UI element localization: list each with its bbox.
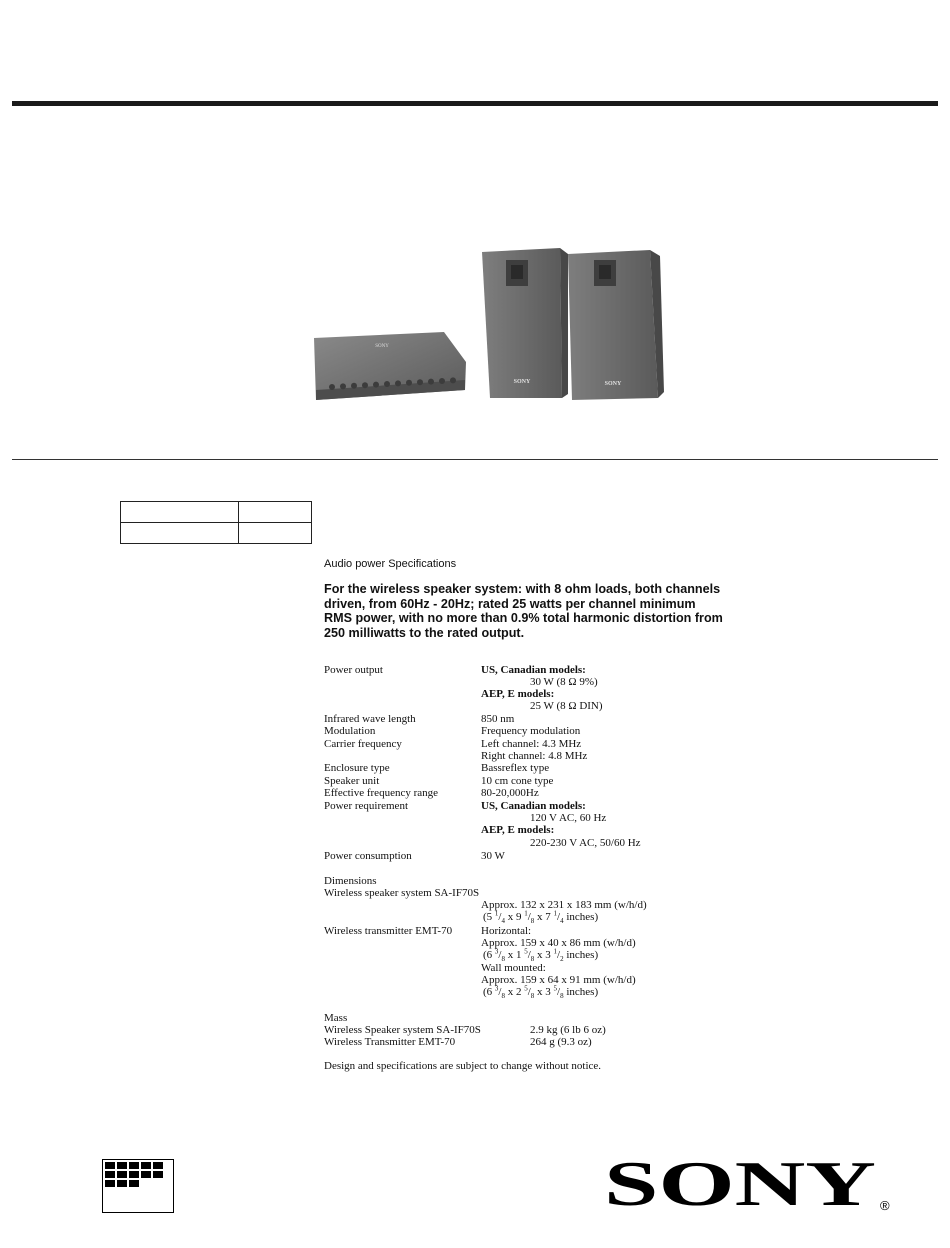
speaker-unit-value: 10 cm cone type — [481, 775, 554, 787]
inches-word: inches — [566, 986, 595, 998]
dimensions-horizontal-value: Approx. 159 x 40 x 86 mm (w/h/d) — [481, 937, 636, 949]
table-cell — [121, 502, 239, 523]
power-consumption-label: Power consumption — [324, 850, 412, 862]
table-cell — [239, 502, 312, 523]
spec-heading: Audio power Specifications — [324, 558, 457, 570]
power-output-aep-value: 25 W (8 Ω DIN) — [530, 700, 603, 712]
dimensions-speaker-label: Wireless speaker system SA-IF70S — [324, 887, 480, 899]
power-req-us-value: 120 V AC, 60 Hz — [530, 812, 607, 824]
carrier-label: Carrier frequency — [324, 738, 402, 750]
infrared-value: 850 nm — [481, 713, 515, 725]
dimensions-wall-label: Wall mounted: — [481, 962, 546, 974]
top-rule — [12, 101, 938, 106]
speaker-right-logo: SONY — [604, 381, 622, 387]
power-req-label: Power requirement — [324, 800, 408, 812]
table-row — [121, 523, 312, 544]
enclosure-label: Enclosure type — [324, 762, 390, 774]
power-output-us-value: 30 W (8 Ω 9%) — [530, 676, 598, 688]
mass-speaker-value: 2.9 kg (6 lb 6 oz) — [530, 1024, 606, 1036]
modulation-value: Frequency modulation — [481, 725, 581, 737]
table-cell — [239, 523, 312, 544]
inches-word: inches — [566, 911, 595, 923]
mass-speaker-label: Wireless Speaker system SA-IF70S — [324, 1024, 481, 1036]
dimensions-wall-inches: (6 $^3/_8$ x 2 $^5/_8$ x 3 $^5/_8$ inches) — [483, 984, 599, 1001]
mass-label: Mass — [324, 1012, 348, 1024]
specifications-section — [324, 558, 724, 653]
mass-transmitter-value: 264 g (9.3 oz) — [530, 1036, 592, 1048]
speaker-right — [568, 250, 664, 400]
dimensions-horizontal-label: Horizontal: — [481, 925, 532, 937]
sony-logo — [604, 1150, 894, 1212]
dimensions-label: Dimensions — [324, 875, 377, 887]
power-output-label: Power output — [324, 664, 383, 676]
table-cell — [121, 523, 239, 544]
dimensions-speaker-value: Approx. 132 x 231 x 183 mm (w/h/d) — [481, 899, 647, 911]
speaker-unit-label: Speaker unit — [324, 775, 380, 787]
mass-transmitter-label: Wireless Transmitter EMT-70 — [324, 1036, 456, 1048]
dimensions-speaker-inches: (5 $^1/_4$ x 9 $^1/_8$ x 7 $^1/_4$ inches) — [483, 909, 599, 926]
power-output-aep-label: AEP, E models: — [481, 688, 555, 700]
product-photo — [310, 240, 670, 412]
registered-mark: ® — [880, 1198, 890, 1212]
dimensions-wall-value: Approx. 159 x 64 x 91 mm (w/h/d) — [481, 974, 636, 986]
change-notice: Design and specifications are subject to change without notice. — [324, 1060, 602, 1072]
dimensions-horizontal-inches: (6 $^3/_8$ x 1 $^5/_8$ x 3 $^1/_2$ inches) — [483, 947, 599, 964]
sony-logo-text: SONY — [604, 1150, 876, 1212]
transmitter-logo: SONY — [375, 344, 389, 349]
power-req-aep-label: AEP, E models: — [481, 824, 555, 836]
dimensions-transmitter-label: Wireless transmitter EMT-70 — [324, 925, 453, 937]
transmitter-unit — [314, 332, 466, 400]
power-consumption-value: 30 W — [481, 850, 505, 862]
infrared-label: Infrared wave length — [324, 713, 416, 725]
carrier-value-left: Left channel: 4.3 MHz — [481, 738, 582, 750]
grid-mark — [102, 1159, 174, 1213]
power-req-aep-value: 220-230 V AC, 50/60 Hz — [530, 837, 641, 849]
table-row — [121, 502, 312, 523]
middle-rule — [12, 459, 938, 460]
power-req-us-label: US, Canadian models: — [481, 800, 586, 812]
enclosure-value: Bassreflex type — [481, 762, 550, 774]
power-output-us-label: US, Canadian models: — [481, 664, 586, 676]
freq-range-value: 80-20,000Hz — [481, 787, 539, 799]
spec-summary: For the wireless speaker system: with 8 ohm loads, both channels driven, from 60Hz - 20Hz; rated 25 watts per channel minimum RMS power, with no more than 0.9% total harmonic distortion from 250 milliwatts to the rated output. — [324, 582, 723, 640]
carrier-value-right: Right channel: 4.8 MHz — [481, 750, 588, 762]
speaker-left-logo: SONY — [513, 379, 531, 385]
inches-word: inches — [566, 949, 595, 961]
freq-range-label: Effective frequency range — [324, 787, 439, 799]
speaker-left — [482, 248, 568, 398]
modulation-label: Modulation — [324, 725, 376, 737]
model-reference-table — [120, 501, 312, 544]
